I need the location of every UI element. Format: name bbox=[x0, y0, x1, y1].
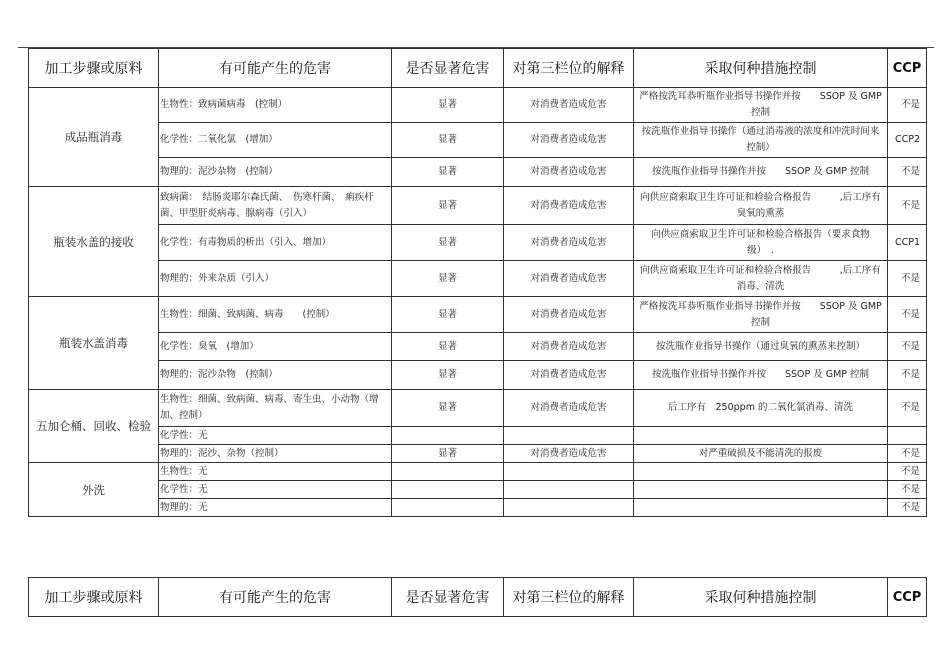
significant-cell bbox=[392, 481, 504, 499]
significant-cell: 显著 bbox=[392, 88, 504, 123]
explanation-cell bbox=[504, 463, 634, 481]
significant-cell: 显著 bbox=[392, 390, 504, 427]
hazard-cell: 物理的：泥沙杂物 (控制） bbox=[159, 361, 392, 390]
significant-cell: 显著 bbox=[392, 297, 504, 333]
explanation-cell: 对消费者造成危害 bbox=[504, 445, 634, 463]
control-cell: 按洗瓶作业指导书操作并按 SSOP 及 GMP 控制 bbox=[634, 158, 888, 187]
table-row bbox=[29, 427, 927, 445]
header-step: 加工步骤或原料 bbox=[29, 49, 159, 88]
header-significant: 是否显著危害 bbox=[392, 49, 504, 88]
control-cell bbox=[634, 463, 888, 481]
header-significant: 是否显著危害 bbox=[392, 578, 504, 617]
hazard-cell: 物理的：泥沙杂物 (控制） bbox=[159, 158, 392, 187]
control-cell: 严格按洗耳恭听瓶作业指导书操作并按 SSOP 及 GMP 控制 bbox=[634, 297, 888, 333]
ccp-cell bbox=[888, 427, 927, 445]
header-explanation: 对第三栏位的解释 bbox=[504, 49, 634, 88]
haccp-analysis-table bbox=[28, 48, 927, 517]
significant-cell: 显著 bbox=[392, 187, 504, 225]
control-cell: 对严重破损及不能清洗的报废 bbox=[634, 445, 888, 463]
header-row bbox=[29, 49, 927, 88]
table-row bbox=[29, 333, 927, 361]
hazard-cell: 物理的：泥沙、杂物（控制） bbox=[159, 445, 392, 463]
table-row bbox=[29, 158, 927, 187]
header-ccp: CCP bbox=[888, 49, 927, 88]
explanation-cell: 对消费者造成危害 bbox=[504, 297, 634, 333]
table-row bbox=[29, 499, 927, 517]
table-row bbox=[29, 225, 927, 261]
control-cell: 后工序有 250ppm 的二氧化氯消毒、清洗 bbox=[634, 390, 888, 427]
control-cell: 按洗瓶作业指导书操作并按 SSOP 及 GMP 控制 bbox=[634, 361, 888, 390]
header-hazard: 有可能产生的危害 bbox=[159, 578, 392, 617]
ccp-cell: 不是 bbox=[888, 361, 927, 390]
explanation-cell: 对消费者造成危害 bbox=[504, 390, 634, 427]
hazard-cell: 化学性：无 bbox=[159, 427, 392, 445]
hazard-cell: 物理的：无 bbox=[159, 499, 392, 517]
ccp-cell: 不是 bbox=[888, 187, 927, 225]
hazard-cell: 生物性：致病菌病毒 (控制） bbox=[159, 88, 392, 123]
header-step: 加工步骤或原料 bbox=[29, 578, 159, 617]
control-cell bbox=[634, 499, 888, 517]
table-row bbox=[29, 481, 927, 499]
significant-cell: 显著 bbox=[392, 123, 504, 158]
hazard-cell: 生物性：细菌、致病菌、病毒、寄生虫、小动物（增加、控制） bbox=[159, 390, 392, 427]
ccp-cell: CCP2 bbox=[888, 123, 927, 158]
explanation-cell: 对消费者造成危害 bbox=[504, 225, 634, 261]
control-cell: 向供应商索取卫生许可证和检验合格报告 ,后工序有臭氧的熏蒸 bbox=[634, 187, 888, 225]
step-cell: 成品瓶消毒 bbox=[29, 88, 159, 187]
table-row bbox=[29, 88, 927, 123]
hazard-cell: 化学性：二氧化氯 (增加） bbox=[159, 123, 392, 158]
explanation-cell: 对消费者造成危害 bbox=[504, 187, 634, 225]
control-cell: 按洗瓶作业指导书操作（通过消毒液的浓度和冲洗时间来控制） bbox=[634, 123, 888, 158]
table-row bbox=[29, 463, 927, 481]
ccp-cell: 不是 bbox=[888, 333, 927, 361]
significant-cell: 显著 bbox=[392, 361, 504, 390]
table-row bbox=[29, 445, 927, 463]
explanation-cell: 对消费者造成危害 bbox=[504, 123, 634, 158]
significant-cell bbox=[392, 499, 504, 517]
ccp-cell: 不是 bbox=[888, 463, 927, 481]
ccp-cell: 不是 bbox=[888, 297, 927, 333]
significant-cell: 显著 bbox=[392, 158, 504, 187]
table-row bbox=[29, 390, 927, 427]
ccp-cell: 不是 bbox=[888, 390, 927, 427]
step-cell: 瓶装水盖消毒 bbox=[29, 297, 159, 390]
control-cell: 向供应商索取卫生许可证和检验合格报告 ,后工序有消毒、清洗 bbox=[634, 261, 888, 297]
control-cell: 向供应商索取卫生许可证和检验合格报告（要求食物级） . bbox=[634, 225, 888, 261]
explanation-cell bbox=[504, 427, 634, 445]
explanation-cell: 对消费者造成危害 bbox=[504, 88, 634, 123]
step-cell: 五加仑桶、回收、检验 bbox=[29, 390, 159, 463]
header-hazard: 有可能产生的危害 bbox=[159, 49, 392, 88]
step-cell: 瓶装水盖的接收 bbox=[29, 187, 159, 297]
significant-cell bbox=[392, 463, 504, 481]
ccp-cell: 不是 bbox=[888, 499, 927, 517]
ccp-cell: 不是 bbox=[888, 88, 927, 123]
table-row bbox=[29, 297, 927, 333]
explanation-cell: 对消费者造成危害 bbox=[504, 333, 634, 361]
control-cell: 严格按洗耳恭听瓶作业指导书操作并按 SSOP 及 GMP 控制 bbox=[634, 88, 888, 123]
control-cell bbox=[634, 481, 888, 499]
significant-cell: 显著 bbox=[392, 225, 504, 261]
hazard-cell: 化学性：臭氧 (增加） bbox=[159, 333, 392, 361]
ccp-cell: 不是 bbox=[888, 158, 927, 187]
explanation-cell: 对消费者造成危害 bbox=[504, 158, 634, 187]
significant-cell bbox=[392, 427, 504, 445]
ccp-cell: CCP1 bbox=[888, 225, 927, 261]
header-explanation: 对第三栏位的解释 bbox=[504, 578, 634, 617]
significant-cell: 显著 bbox=[392, 333, 504, 361]
explanation-cell: 对消费者造成危害 bbox=[504, 361, 634, 390]
table-row bbox=[29, 123, 927, 158]
hazard-cell: 致病菌： 结肠炎耶尔森氏菌、 伤寒杆菌、 痢疾杆菌、甲型肝炎病毒、腺病毒（引入） bbox=[159, 187, 392, 225]
control-cell: 按洗瓶作业指导书操作（通过臭氧的熏蒸来控制） bbox=[634, 333, 888, 361]
hazard-cell: 生物性：细菌、致病菌、病毒 (控制） bbox=[159, 297, 392, 333]
hazard-cell: 化学性：无 bbox=[159, 481, 392, 499]
significant-cell: 显著 bbox=[392, 445, 504, 463]
table-row bbox=[29, 187, 927, 225]
hazard-cell: 化学性：有毒物质的析出（引入、增加） bbox=[159, 225, 392, 261]
ccp-cell: 不是 bbox=[888, 481, 927, 499]
table-row bbox=[29, 261, 927, 297]
hazard-cell: 物理的：外来杂质（引入） bbox=[159, 261, 392, 297]
explanation-cell: 对消费者造成危害 bbox=[504, 261, 634, 297]
ccp-cell: 不是 bbox=[888, 445, 927, 463]
header-control: 采取何种措施控制 bbox=[634, 49, 888, 88]
header-row bbox=[29, 578, 927, 617]
table-row bbox=[29, 361, 927, 390]
step-cell: 外洗 bbox=[29, 463, 159, 517]
header-control: 采取何种措施控制 bbox=[634, 578, 888, 617]
significant-cell: 显著 bbox=[392, 261, 504, 297]
haccp-analysis-table-continued bbox=[28, 577, 927, 617]
ccp-cell: 不是 bbox=[888, 261, 927, 297]
explanation-cell bbox=[504, 499, 634, 517]
control-cell bbox=[634, 427, 888, 445]
explanation-cell bbox=[504, 481, 634, 499]
header-ccp: CCP bbox=[888, 578, 927, 617]
hazard-cell: 生物性：无 bbox=[159, 463, 392, 481]
